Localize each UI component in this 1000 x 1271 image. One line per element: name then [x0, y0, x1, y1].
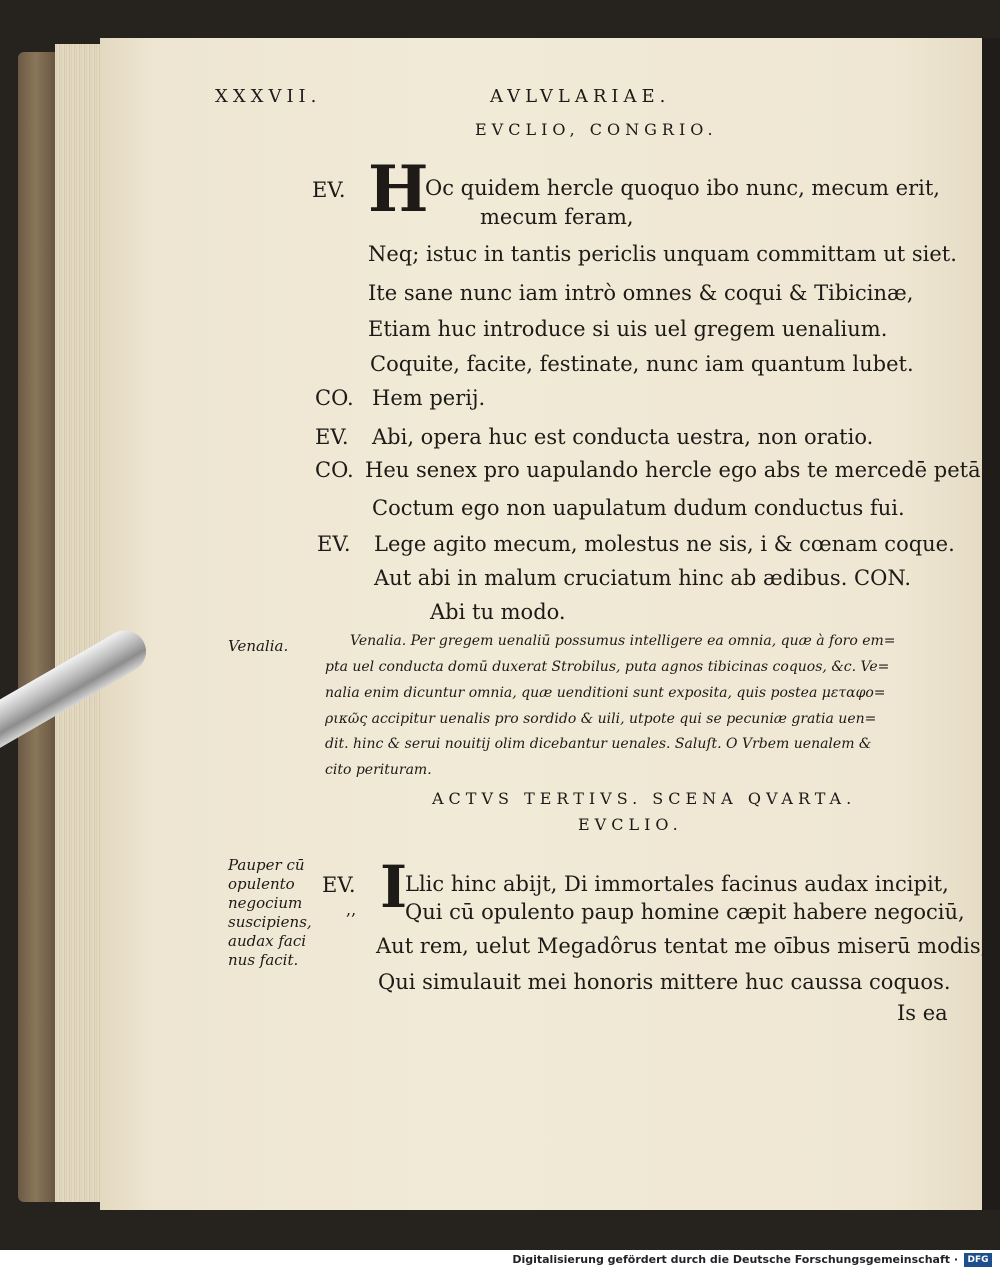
footer-credit: Digitalisierung gefördert durch die Deutsche Forschungsgemeinschaft · [512, 1253, 958, 1266]
verse-line: Aut abi in malum cruciatum hinc ab ædibus. CON. [374, 566, 912, 590]
verse-line: Qui simulauit mei honoris mittere huc caussa coquos. [378, 970, 951, 994]
margin-note-line: nus facit. [228, 951, 299, 969]
verse-line: Etiam huc introduce si uis uel gregem uenalium. [368, 317, 888, 341]
verse-line: Hem perij. [372, 386, 486, 410]
margin-note-line: Pauper cū [228, 856, 305, 874]
commentary-line: dit. hinc & serui nouitij olim dicebantur uenales. Saluſt. O Vrbem uenalem & [325, 736, 872, 752]
drop-initial: H [368, 152, 429, 227]
margin-note-line: opulento [228, 875, 295, 893]
act-heading: ACTVS TERTIVS. SCENA QVARTA. [432, 789, 857, 808]
commentary-line: Venalia. Per gregem uenaliū possumus intelligere ea omnia, quæ à foro em= [350, 633, 896, 649]
margin-note [228, 856, 312, 970]
scene-heading: EVCLIO, CONGRIO. [475, 120, 718, 139]
verse-line: Abi tu modo. [430, 600, 566, 624]
scene-heading: EVCLIO. [578, 815, 683, 834]
speaker-label: EV. [315, 425, 349, 449]
verse-line: Heu senex pro uapulando hercle ego abs te mercedē petā. [365, 458, 988, 482]
margin-note-line: audax faci [228, 932, 307, 950]
commentary-line: pta uel conducta domū duxerat Strobilus, puta agnos tibicinas coquos, &c. Ve= [325, 659, 890, 675]
speaker-label: EV. [317, 532, 351, 556]
verse-line: Abi, opera huc est conducta uestra, non oratio. [372, 425, 874, 449]
dfg-logo: DFG [964, 1253, 992, 1267]
verse-line: Ite sane nunc iam intrò omnes & coqui & Tibicinæ, [368, 281, 914, 305]
speaker-label: EV. [322, 873, 356, 897]
verse-line: Neq; istuc in tantis periclis unquam committam ut siet. [368, 242, 957, 266]
catchword: Is ea [897, 1001, 948, 1025]
gutter-shadow [982, 38, 1000, 1210]
folio-number: XXXVII. [215, 86, 322, 107]
verse-line: Aut rem, uelut Megadôrus tentat me oībus miserū modis, [376, 934, 988, 958]
margin-note-line: suscipiens, [228, 913, 312, 931]
commentary-line: cito perituram. [325, 762, 432, 778]
commentary-line: nalia enim dicuntur omnia, quæ uenditioni sunt exposita, quis postea μεταφο= [325, 685, 886, 701]
drop-initial: I [380, 853, 408, 921]
verse-line: Oc quidem hercle quoquo ibo nunc, mecum erit, [425, 176, 940, 200]
margin-note: Venalia. [228, 637, 289, 655]
quote-mark: ,, [346, 900, 357, 919]
speaker-label: CO. [315, 458, 354, 482]
margin-note-line: negocium [228, 894, 303, 912]
verse-line: Coquite, facite, festinate, nunc iam quantum lubet. [370, 352, 914, 376]
running-title: AVLVLARIAE. [490, 86, 671, 107]
verse-line: Llic hinc abijt, Di immortales facinus audax incipit, [405, 872, 949, 896]
speaker-label: EV. [312, 178, 346, 202]
footer-bar [0, 1250, 1000, 1271]
verse-line: Coctum ego non uapulatum dudum conductus fui. [372, 496, 905, 520]
commentary-line: ρικῶς accipitur uenalis pro sordido & uili, utpote qui se pecuniæ gratia uen= [325, 711, 877, 727]
verse-line: Lege agito mecum, molestus ne sis, i & cœnam coque. [374, 532, 955, 556]
verse-line: Qui cū opulento paup homine cæpit habere negociū, [405, 900, 965, 924]
verse-line: mecum feram, [480, 205, 634, 229]
speaker-label: CO. [315, 386, 354, 410]
